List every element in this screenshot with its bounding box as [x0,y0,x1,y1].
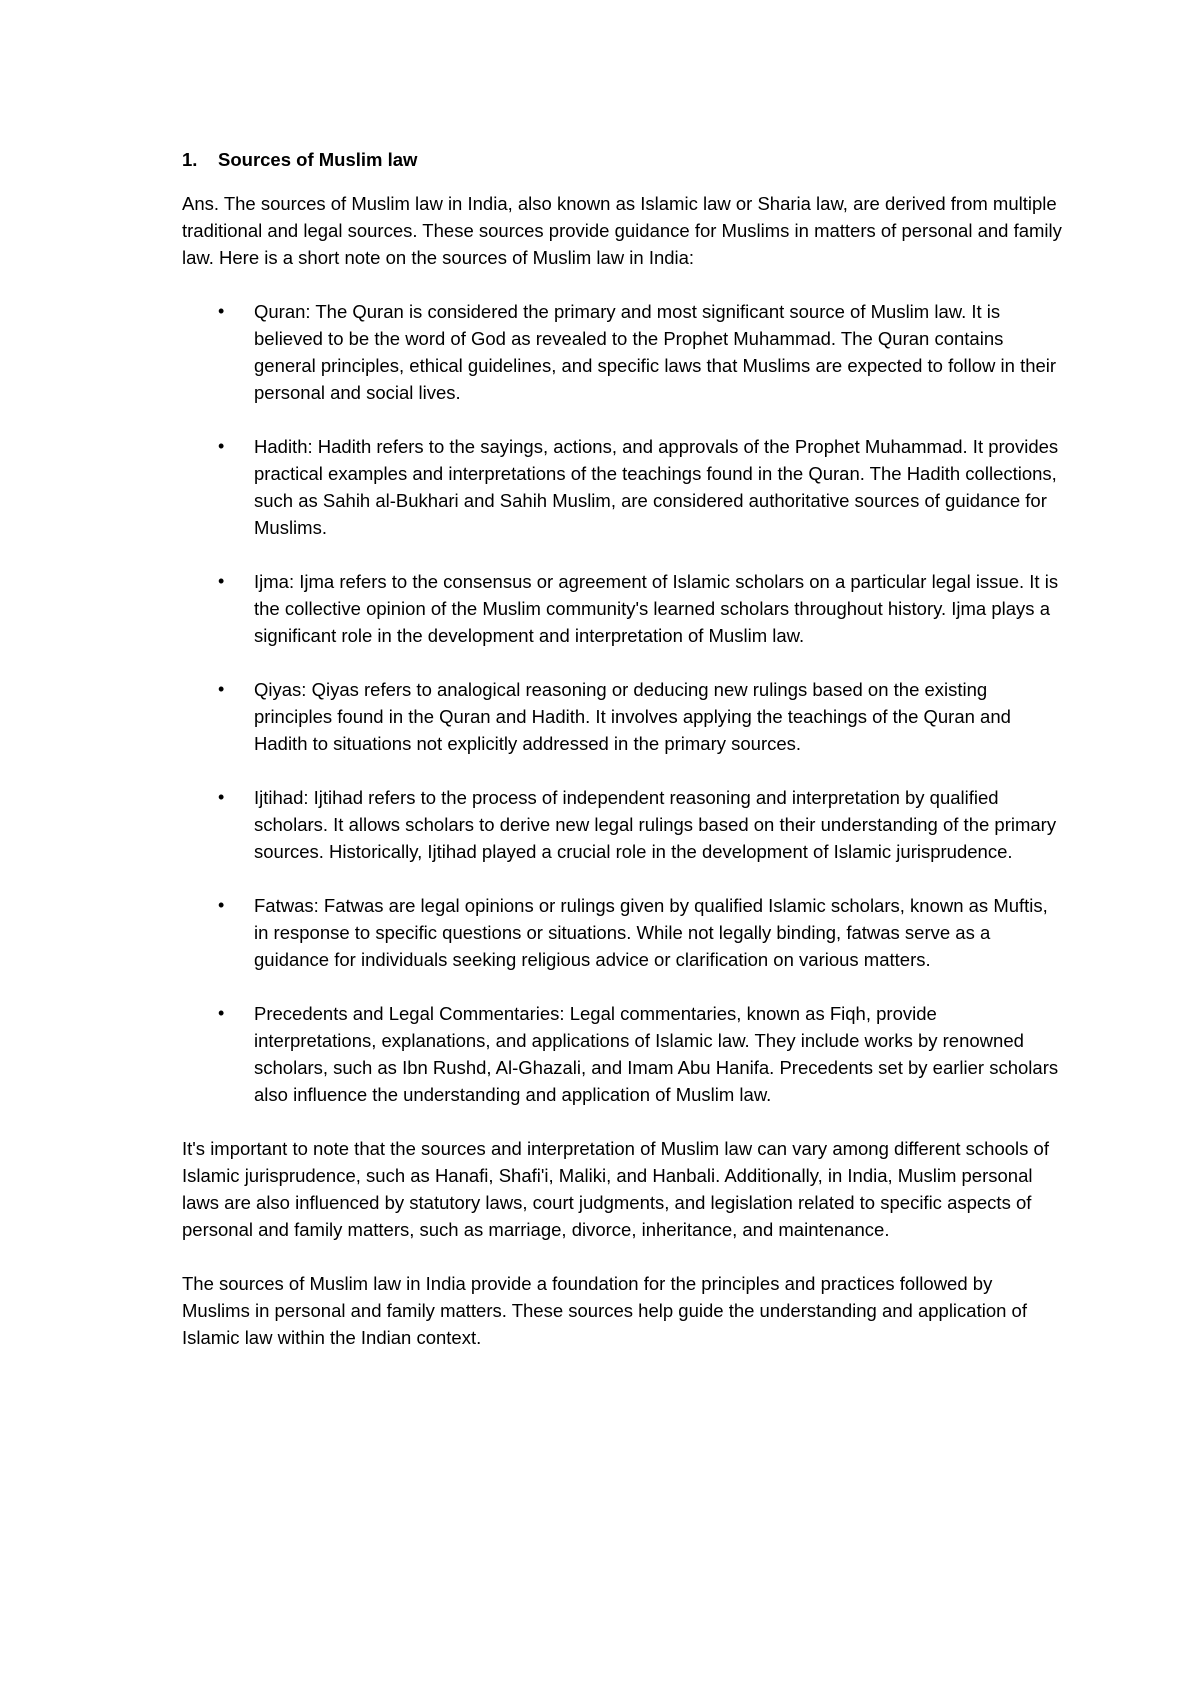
list-item [182,433,1062,541]
document-body [182,146,1062,1351]
bullet-icon: • [218,895,225,915]
closing-paragraph: It's important to note that the sources and interpretation of Muslim law can vary among different schools of Islamic jurisprudence, such as Hanafi, Shafi'i, Maliki, and Hanbali. Additionally, in India, Muslim personal laws are also influenced by statutory laws, court judgments, and legislation related to specific aspects of personal and family matters, such as marriage, divorce, inheritance, and maintenance. [182,1138,1049,1240]
list-item-text: Ijma: Ijma refers to the consensus or agreement of Islamic scholars on a particular legal issue. It is the collective opinion of the Muslim community's learned scholars throughout history. Ijma plays a significant role in the development and interpretation of Muslim law. [254,571,1059,646]
bullet-icon: • [218,301,225,321]
list-item [182,1000,1062,1108]
bullet-icon: • [218,787,225,807]
list-item-text: Ijtihad: Ijtihad refers to the process of independent reasoning and interpretation by qualified scholars. It allows scholars to derive new legal rulings based on their understanding of the primary sources. Historically, Ijtihad played a crucial role in the development of Islamic jurisprudence. [254,787,1057,862]
list-item-text: Quran: The Quran is considered the primary and most significant source of Muslim law. It is believed to be the word of God as revealed to the Prophet Muhammad. The Quran contains general principles, ethical guidelines, and specific laws that Muslims are expected to follow in their personal and social lives. [254,301,1057,403]
list-item [182,298,1062,406]
list-item-text: Qiyas: Qiyas refers to analogical reasoning or deducing new rulings based on the existing principles found in the Quran and Hadith. It involves applying the teachings of the Quran and Hadith to situations not explicitly addressed in the primary sources. [254,679,1011,754]
list-item [182,892,1062,973]
list-item-text: Fatwas: Fatwas are legal opinions or rulings given by qualified Islamic scholars, known as Muftis, in response to specific questions or situations. While not legally binding, fatwas serve as a guidance for individuals seeking religious advice or clarification on various matters. [254,895,1048,970]
bullet-icon: • [218,679,225,699]
heading-title: Sources of Muslim law [218,149,418,170]
bullet-icon: • [218,436,225,456]
intro-paragraph: Ans. The sources of Muslim law in India, also known as Islamic law or Sharia law, are derived from multiple traditional and legal sources. These sources provide guidance for Muslims in matters of personal and family law. Here is a short note on the sources of Muslim law in India: [182,193,1062,268]
list-item [182,784,1062,865]
list-item [182,676,1062,757]
sources-list [182,298,1062,1108]
list-item-text: Hadith: Hadith refers to the sayings, actions, and approvals of the Prophet Muhammad. It provides practical examples and interpretations of the teachings found in the Quran. The Hadith collections, such as Sahih al-Bukhari and Sahih Muslim, are considered authoritative sources of guidance for Muslims. [254,436,1059,538]
heading-number: 1. [182,149,198,170]
conclusion-paragraph: The sources of Muslim law in India provide a foundation for the principles and practices followed by Muslims in personal and family matters. These sources help guide the understanding and application of Islamic law within the Indian context. [182,1273,1027,1348]
section-heading [182,146,1062,173]
list-item [182,568,1062,649]
bullet-icon: • [218,571,225,591]
list-item-text: Precedents and Legal Commentaries: Legal commentaries, known as Fiqh, provide interpretations, explanations, and applications of Islamic law. They include works by renowned scholars, such as Ibn Rushd, Al-Ghazali, and Imam Abu Hanifa. Precedents set by earlier scholars also influence the understanding and application of Muslim law. [254,1003,1059,1105]
bullet-icon: • [218,1003,225,1023]
